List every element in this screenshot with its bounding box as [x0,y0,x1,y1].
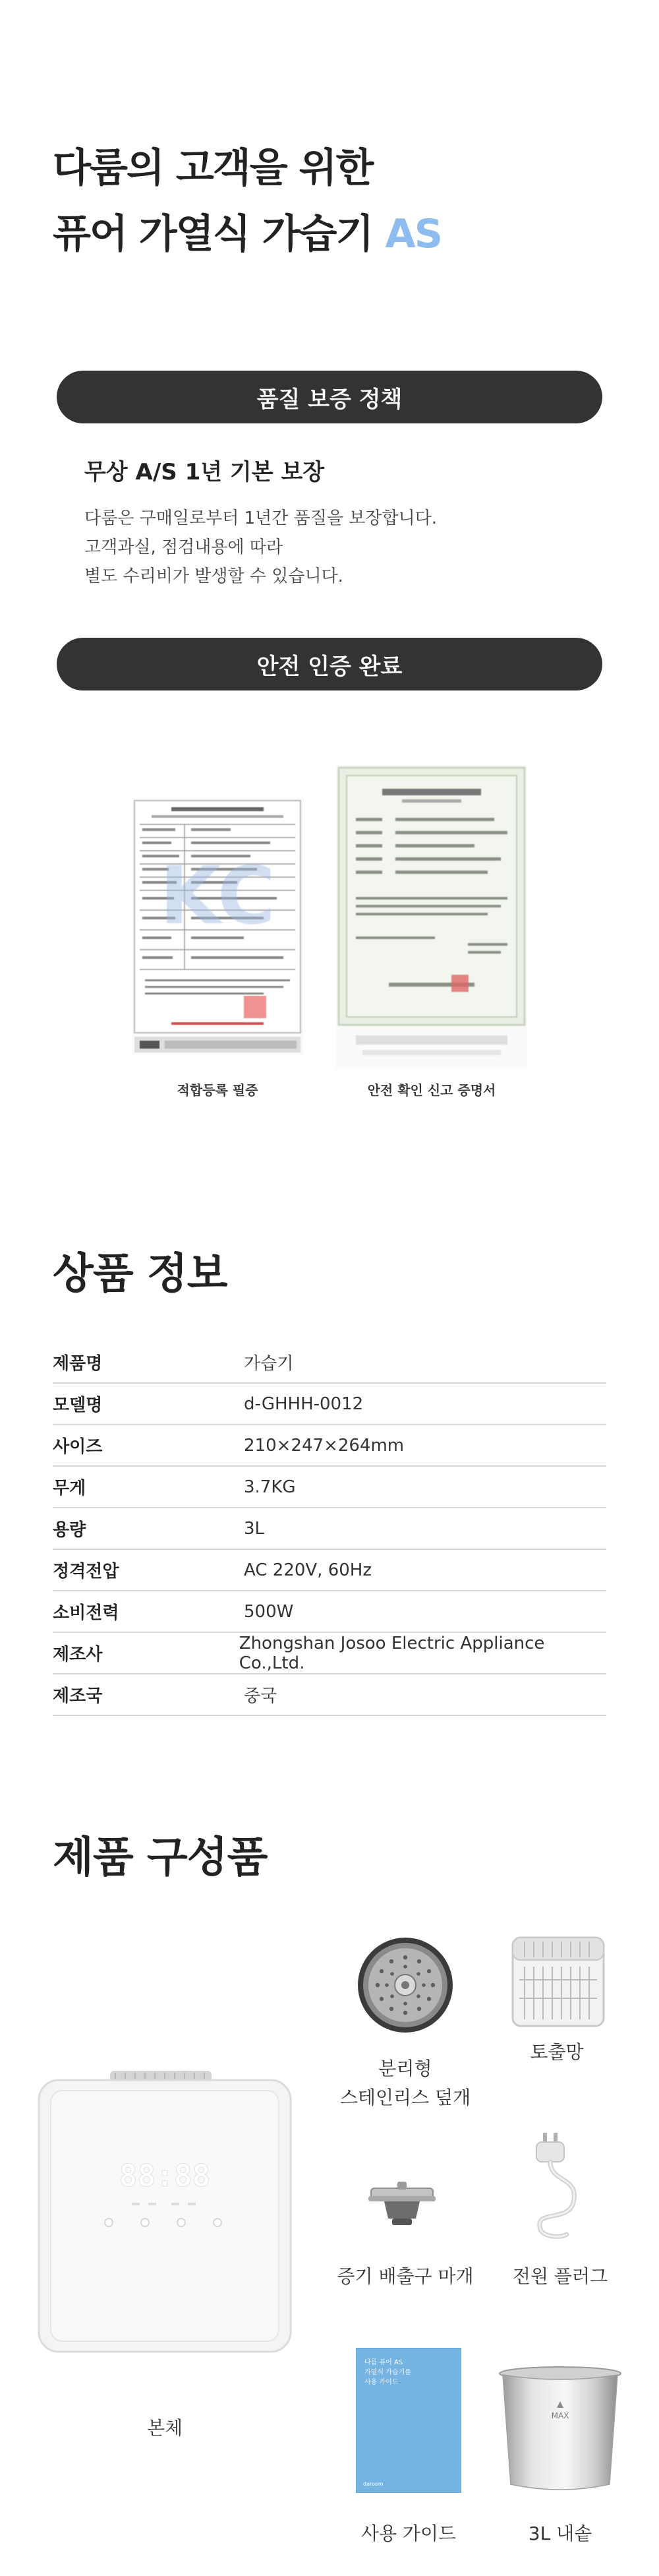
hero-line-2 [53,201,442,267]
safety-certification-pill: 안전 인증 완료 [57,638,602,690]
svg-text:88:88: 88:88 [119,2158,211,2193]
warranty-line: 다룸은 구매일로부터 1년간 품질을 보장합니다. [84,508,438,528]
spec-row [53,1384,606,1425]
lid-label-line-2: 스테인리스 덮개 [339,2087,471,2108]
power-plug-icon [521,2130,593,2242]
spec-row [53,1550,606,1591]
hero-line-1: 다룸의 고객을 위한 [53,145,373,191]
kc-certificate-caption: 적합등록 필증 [177,1082,258,1098]
spec-value: 중국 [244,1686,277,1706]
discharge-mesh-icon [509,1932,608,2031]
spec-key: 제조사 [53,1645,103,1665]
hero-heading [53,135,442,267]
spec-value: 500W [244,1601,294,1622]
spec-value: AC 220V, 60Hz [244,1560,372,1580]
spec-row [53,1633,606,1674]
spec-key: 제조국 [53,1686,103,1706]
spec-key: 용량 [53,1520,86,1540]
mesh-label: 토출망 [530,2041,584,2063]
guide-cover-line: 사용 가이드 [364,2379,399,2386]
spec-value: 3L [244,1518,265,1539]
guide-brand: daroom [363,2481,384,2487]
warranty-line: 별도 수리비가 발생할 수 있습니다. [84,567,343,586]
guide-label: 사용 가이드 [360,2523,457,2544]
steam-vent-cap-icon [366,2176,438,2229]
hero-accent-as: AS [385,211,442,257]
lid-label-line-1: 분리형 [378,2058,432,2079]
spec-row [53,1342,606,1384]
spec-value: d-GHHH-0012 [244,1394,364,1414]
user-guide-icon [356,2348,461,2493]
spec-row [53,1591,606,1633]
spec-row [53,1467,606,1508]
product-info-title: 상품 정보 [53,1250,227,1299]
spec-value: Zhongshan Josoo Electric Appliance Co.,Ltd. [239,1633,545,1673]
spec-key: 사이즈 [53,1437,103,1457]
guide-cover-text [364,2358,411,2387]
plug-label: 전원 플러그 [512,2265,608,2287]
components-title: 제품 구성품 [53,1833,268,1882]
quality-policy-pill: 품질 보증 정책 [57,371,602,423]
lid-label [330,2054,481,2112]
inner-pot-icon [498,2364,623,2496]
warranty-line: 고객과실, 점검내용에 따라 [84,537,283,557]
guide-cover-line: 가열식 가습기를 [364,2369,411,2376]
humidifier-body-icon [36,2071,293,2354]
spec-key: 정격전압 [53,1562,119,1581]
stainless-lid-icon [356,1936,455,2035]
safety-certificate-caption: 안전 확인 신고 증명서 [367,1082,496,1098]
spec-row [53,1508,606,1550]
kc-certificate-icon [132,798,303,1055]
spec-key: 소비전력 [53,1603,119,1623]
svg-text:KC: KC [159,851,275,942]
spec-value: 210×247×264mm [244,1435,405,1456]
safety-certificate-icon [336,765,527,1068]
spec-row [53,1425,606,1467]
warranty-title: 무상 A/S 1년 기본 보장 [84,459,325,485]
spec-key: 모델명 [53,1395,103,1415]
hero-line-2-text: 퓨어 가열식 가습기 [53,211,386,257]
spec-row [53,1674,606,1716]
spec-value: 3.7KG [244,1477,296,1497]
spec-key: 무게 [53,1479,86,1498]
svg-text:MAX: MAX [551,2411,569,2420]
warranty-description [84,504,437,591]
main-body-label: 본체 [146,2417,183,2439]
spec-table [53,1342,606,1716]
guide-cover-line: 다룸 퓨어 AS [364,2359,403,2366]
spec-key: 제품명 [53,1354,103,1374]
pot-label: 3L 내솥 [528,2523,592,2544]
spec-value: 가습기 [244,1354,294,1374]
vent-cap-label: 증기 배출구 마개 [337,2265,474,2287]
